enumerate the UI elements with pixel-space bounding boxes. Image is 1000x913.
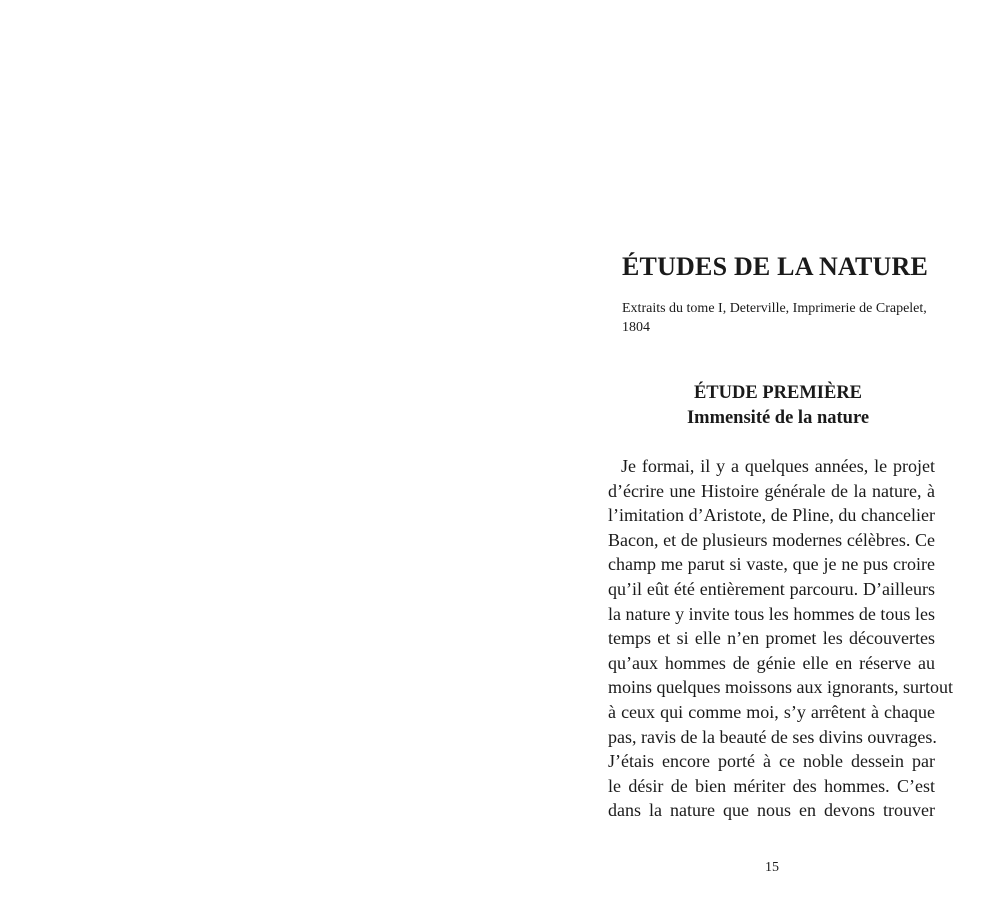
text-line: Bacon, et de plusieurs modernes célèbres. Ce (608, 529, 935, 550)
text-line: la nature y invite tous les hommes de tous les (608, 603, 935, 624)
book-title: ÉTUDES DE LA NATURE (622, 252, 928, 281)
text-line: Je formai, il y a quelques années, le projet (621, 456, 935, 476)
text-line: temps et si elle n’en promet les découvertes (608, 628, 935, 649)
text-line: à ceux qui comme moi, s’y arrêtent à chaque (608, 701, 935, 722)
text-line: dans la nature que nous en devons trouver (608, 800, 935, 821)
text-line: J’étais encore porté à ce noble dessein par (608, 751, 935, 772)
text-line: le désir de bien mériter des hommes. C’est (608, 775, 935, 796)
chapter-heading (608, 381, 948, 431)
text-line: qu’aux hommes de génie elle en réserve au (608, 652, 935, 673)
source-note: Extraits du tome I, Deterville, Imprimerie de Crapelet, 1804 (622, 301, 927, 335)
text-line: l’imitation d’Aristote, de Pline, du chancelier (608, 505, 935, 526)
text-line: champ me parut si vaste, que je ne pus croire (608, 554, 935, 575)
text-line: pas, ravis de la beauté de ses divins ouvrages. (608, 726, 937, 747)
text-line: moins quelques moissons aux ignorants, surtout (608, 677, 953, 698)
text-line: d’écrire une Histoire générale de la nature, à (608, 480, 935, 501)
body-text (608, 454, 953, 823)
page-number: 15 (765, 860, 779, 875)
right-page (500, 0, 1000, 913)
text-line: qu’il eût été entièrement parcouru. D’ailleurs (608, 578, 935, 599)
chapter-number: ÉTUDE PREMIÈRE (693, 383, 863, 403)
chapter-subtitle: Immensité de la nature (686, 408, 870, 428)
